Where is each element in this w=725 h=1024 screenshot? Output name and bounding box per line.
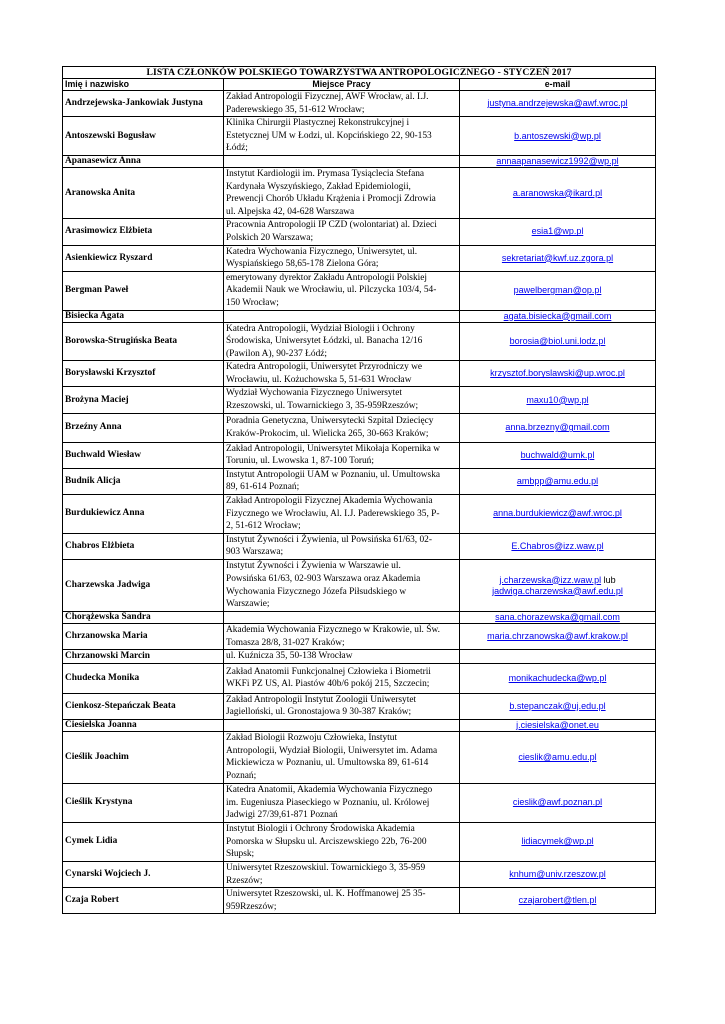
table-row <box>63 245 656 271</box>
email-link[interactable]: maria.chrzanowska@awf.krakow.pl <box>487 631 628 642</box>
member-workplace: Instytut Żywności i Żywienia, ul Powsińska 61/63, 02- 903 Warszawa; <box>224 533 460 559</box>
member-name: Bergman Paweł <box>63 271 224 310</box>
member-name: Chrzanowski Marcin <box>63 650 224 664</box>
member-workplace <box>224 155 460 167</box>
member-email-cell <box>460 155 656 167</box>
member-email-cell <box>460 783 656 822</box>
member-email-cell <box>460 413 656 442</box>
document-title: LISTA CZŁONKÓW POLSKIEGO TOWARZYSTWA ANTROPOLOGICZNEGO - STYCZEŃ 2017 <box>63 67 656 79</box>
table-row <box>63 155 656 167</box>
member-name: Antoszewski Bogusław <box>63 117 224 156</box>
member-email-cell <box>460 91 656 117</box>
table-row <box>63 361 656 387</box>
email-link[interactable]: pawelbergman@op.pl <box>513 285 602 296</box>
member-email-cell <box>460 219 656 245</box>
member-name: Czaja Robert <box>63 888 224 914</box>
member-name: Cieślik Krystyna <box>63 783 224 822</box>
member-name: Chorążewska Sandra <box>63 612 224 624</box>
email-link[interactable]: j.charzewska@izz.waw.pl <box>499 574 602 585</box>
member-name: Chudecka Monika <box>63 663 224 693</box>
member-workplace: Wydział Wychowania Fizycznego Uniwersytet Rzeszowski, ul. Towarnickiego 3, 35-959Rzeszów; <box>224 387 460 413</box>
email-link[interactable]: cieslik@awf.poznan.pl <box>512 797 603 808</box>
member-workplace: Katedra Antropologii, Uniwersytet Przyrodniczy we Wrocławiu, ul. Kożuchowska 5, 51-631 Wrocław <box>224 361 460 387</box>
member-workplace: Zakład Antropologii Fizycznej Akademia Wychowania Fizycznego we Wrocławiu, Al. I.J. Paderewskiego 35, P- 2, 51-612 Wrocław; <box>224 495 460 534</box>
email-link[interactable]: borosia@biol.uni.lodz.pl <box>509 335 606 346</box>
email-link[interactable]: lidiacymek@wp.pl <box>521 836 594 847</box>
member-name: Arasimowicz Elżbieta <box>63 219 224 245</box>
email-link[interactable]: E.Chabros@izz.waw.pl <box>511 540 604 551</box>
table-row <box>63 783 656 822</box>
member-email-cell <box>460 167 656 218</box>
table-row <box>63 888 656 914</box>
member-email-cell <box>460 533 656 559</box>
member-email-cell <box>460 468 656 494</box>
table-row <box>63 167 656 218</box>
email-link[interactable]: b.antoszewski@wp.pl <box>514 130 601 141</box>
table-row <box>63 219 656 245</box>
title-row <box>63 67 656 79</box>
member-name: Cymek Lidia <box>63 822 224 861</box>
member-name: Chabros Elżbieta <box>63 533 224 559</box>
member-email-cell <box>460 861 656 887</box>
member-workplace: Akademia Wychowania Fizycznego w Krakowie, ul. Św. Tomasza 28/8, 31-027 Kraków; <box>224 624 460 650</box>
member-workplace: Instytut Antropologii UAM w Poznaniu, ul. Umultowska 89, 61-614 Poznań; <box>224 468 460 494</box>
member-workplace: Zakład Biologii Rozwoju Człowieka, Instytut Antropologii, Wydział Biologii, Uniwersytet im. Adama Mickiewicza w Poznaniu, ul. Umultowska 89, 61-614 Poznań; <box>224 731 460 783</box>
email-link[interactable]: anna.burdukiewicz@awf.wroc.pl <box>493 508 622 519</box>
member-name: Buchwald Wiesław <box>63 442 224 468</box>
email-link[interactable]: justyna.andrzejewska@awf.wroc.pl <box>487 98 628 109</box>
member-workplace: Zakład Anatomii Funkcjonalnej Człowieka i Biometrii WKFi PZ US, Al. Piastów 40b/6 pokój 215, Szczecin; <box>224 663 460 693</box>
member-email-cell <box>460 693 656 719</box>
email-link[interactable]: anna.brzezny@gmail.com <box>505 422 610 433</box>
member-name: Borysławski Krzysztof <box>63 361 224 387</box>
email-link[interactable]: ambpp@amu.edu.pl <box>516 475 599 486</box>
member-email-cell <box>460 888 656 914</box>
header-row <box>63 79 656 91</box>
member-email-cell <box>460 731 656 783</box>
table-row <box>63 731 656 783</box>
member-workplace: Klinika Chirurgii Plastycznej Rekonstrukcyjnej i Estetycznej UM w Łodzi, ul. Kopcińskiego 22, 90-153 Łódź; <box>224 117 460 156</box>
member-email-cell <box>460 624 656 650</box>
member-name: Cienkosz-Stepańczak Beata <box>63 693 224 719</box>
member-name: Charzewska Jadwiga <box>63 560 224 612</box>
table-row <box>63 387 656 413</box>
member-email-cell <box>460 495 656 534</box>
member-workplace: Poradnia Genetyczna, Uniwersytecki Szpital Dziecięcy Kraków-Prokocim, ul. Wielicka 265, 30-663 Kraków; <box>224 413 460 442</box>
member-name: Burdukiewicz Anna <box>63 495 224 534</box>
member-workplace: emerytowany dyrektor Zakładu Antropologii Polskiej Akademii Nauk we Wrocławiu, ul. Pilczycka 103/4, 54- 150 Wrocław; <box>224 271 460 310</box>
email-link-secondary[interactable]: jadwiga.charzewska@awf.edu.pl <box>492 585 623 596</box>
member-email-cell <box>460 650 656 664</box>
table-row <box>63 533 656 559</box>
member-workplace: Zakład Antropologii Instytut Zoologii Uniwersytet Jagielloński, ul. Gronostajowa 9 30-387 Kraków; <box>224 693 460 719</box>
member-workplace: Katedra Antropologii, Wydział Biologii i Ochrony Środowiska, Uniwersytet Łódzki, ul. Banacha 12/16 (Pawilon A), 90-237 Łódź; <box>224 322 460 361</box>
member-email-cell <box>460 310 656 322</box>
table-row <box>63 468 656 494</box>
member-email-cell <box>460 322 656 361</box>
column-header-email: e-mail <box>460 79 656 91</box>
email-link[interactable]: b.stepanczak@uj.edu.pl <box>509 700 606 711</box>
email-link[interactable]: knhum@univ.rzeszow.pl <box>509 869 606 880</box>
member-workplace: ul. Kuźnicza 35, 50-138 Wrocław <box>224 650 460 664</box>
email-link[interactable]: j.ciesielska@onet.eu <box>516 719 599 730</box>
email-link[interactable]: maxu10@wp.pl <box>526 394 589 405</box>
table-row <box>63 322 656 361</box>
member-email-cell <box>460 442 656 468</box>
member-workplace: Instytut Kardiologii im. Prymasa Tysiąclecia Stefana Kardynała Wyszyńskiego, Zakład Epidemiologii, Prewencji Chorób Układu Krążenia i Promocji Zdrowia ul. Alpejska 42, 04-628 Warszawa <box>224 167 460 218</box>
table-row <box>63 495 656 534</box>
table-row <box>63 310 656 322</box>
table-row <box>63 624 656 650</box>
email-link[interactable]: czajarobert@tlen.pl <box>518 895 597 906</box>
member-name: Borowska-Strugińska Beata <box>63 322 224 361</box>
column-header-work: Miejsce Pracy <box>224 79 460 91</box>
member-name: Cieślik Joachim <box>63 731 224 783</box>
table-row <box>63 822 656 861</box>
table-row <box>63 719 656 731</box>
member-email-cell <box>460 361 656 387</box>
email-link[interactable]: a.aranowska@ikard.pl <box>512 187 603 198</box>
member-name: Asienkiewicz Ryszard <box>63 245 224 271</box>
member-name: Cynarski Wojciech J. <box>63 861 224 887</box>
member-workplace: Katedra Wychowania Fizycznego, Uniwersytet, ul. Wyspiańskiego 58,65-178 Zielona Góra; <box>224 245 460 271</box>
member-name: Brożyna Maciej <box>63 387 224 413</box>
member-email-cell <box>460 822 656 861</box>
email-link[interactable]: sekretariat@kwf.uz.zgora.pl <box>501 252 614 263</box>
member-name: Andrzejewska-Jankowiak Justyna <box>63 91 224 117</box>
member-email-cell <box>460 117 656 156</box>
table-row <box>63 413 656 442</box>
member-name: Ciesielska Joanna <box>63 719 224 731</box>
member-workplace <box>224 719 460 731</box>
member-workplace <box>224 310 460 322</box>
member-name: Brzeźny Anna <box>63 413 224 442</box>
table-row <box>63 560 656 612</box>
email-link[interactable]: krzysztof.boryslawski@up.wroc.pl <box>490 368 625 379</box>
email-link[interactable]: agata.bisiecka@gmail.com <box>503 310 612 321</box>
member-workplace: Zakład Antropologii Fizycznej, AWF Wrocław, al. I.J. Paderewskiego 35, 51-612 Wrocław; <box>224 91 460 117</box>
member-workplace: Zakład Antropologii, Uniwersytet Mikołaja Kopernika w Toruniu, ul. Lwowska 1, 87-100 Toruń; <box>224 442 460 468</box>
table-row <box>63 650 656 664</box>
member-name: Budnik Alicja <box>63 468 224 494</box>
member-workplace: Instytut Żywności i Żywienia w Warszawie ul. Powsińska 61/63, 02-903 Warszawa oraz Akademia Wychowania Fizycznego Józefa Piłsudskiego w Warszawie; <box>224 560 460 612</box>
member-email-cell <box>460 612 656 624</box>
table-row <box>63 442 656 468</box>
email-link[interactable]: monikachudecka@wp.pl <box>508 672 607 683</box>
table-row <box>63 693 656 719</box>
member-email-cell <box>460 719 656 731</box>
member-email-cell <box>460 663 656 693</box>
member-workplace: Uniwersytet Rzeszowskiul. Towarnickiego 3, 35-959 Rzeszów; <box>224 861 460 887</box>
email-separator: lub <box>601 574 616 585</box>
member-email-cell <box>460 245 656 271</box>
column-header-name: Imię i nazwisko <box>63 79 224 91</box>
member-workplace: Katedra Anatomii, Akademia Wychowania Fizycznego im. Eugeniusza Piaseckiego w Poznaniu, ul. Królowej Jadwigi 27/39,61-871 Poznań <box>224 783 460 822</box>
member-name: Chrzanowska Maria <box>63 624 224 650</box>
email-link[interactable]: buchwald@umk.pl <box>520 449 595 460</box>
email-link[interactable]: sana.chorazewska@gmail.com <box>495 612 620 622</box>
member-name: Apanasewicz Anna <box>63 155 224 167</box>
member-email-cell <box>460 387 656 413</box>
email-link[interactable]: annaapanasewicz1992@wp.pl <box>496 155 619 166</box>
member-email-cell <box>460 271 656 310</box>
member-workplace: Pracownia Antropologii IP CZD (wolontariat) al. Dzieci Polskich 20 Warszawa; <box>224 219 460 245</box>
table-row <box>63 117 656 156</box>
member-workplace: Uniwersytet Rzeszowski, ul. K. Hoffmanowej 25 35- 959Rzeszów; <box>224 888 460 914</box>
table-row <box>63 861 656 887</box>
email-link[interactable]: esia1@wp.pl <box>531 226 584 237</box>
member-name: Bisiecka Agata <box>63 310 224 322</box>
member-name: Aranowska Anita <box>63 167 224 218</box>
member-workplace <box>224 612 460 624</box>
members-table <box>62 66 656 914</box>
table-row <box>63 612 656 624</box>
member-workplace: Instytut Biologii i Ochrony Środowiska Akademia Pomorska w Słupsku ul. Arciszewskiego 22b, 76-200 Słupsk; <box>224 822 460 861</box>
member-email-cell <box>460 560 656 612</box>
table-row <box>63 663 656 693</box>
table-row <box>63 271 656 310</box>
table-row <box>63 91 656 117</box>
email-link[interactable]: cieslik@amu.edu.pl <box>518 751 597 762</box>
